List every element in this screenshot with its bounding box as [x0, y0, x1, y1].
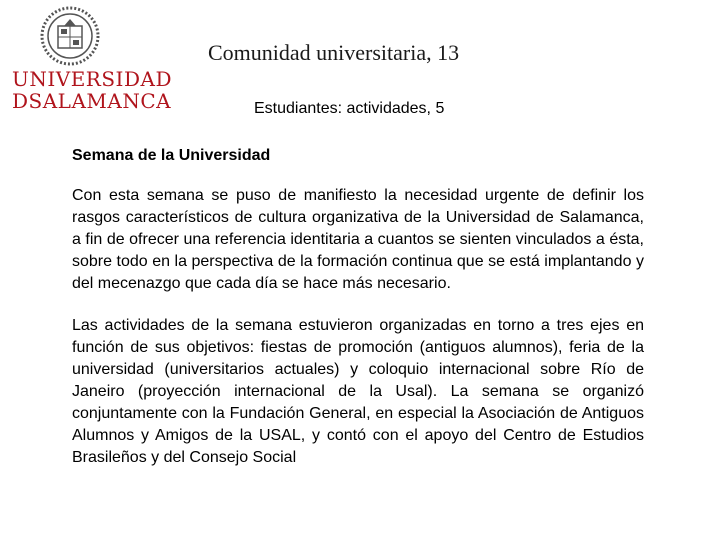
section-heading: Semana de la Universidad [72, 147, 271, 164]
content-body [72, 145, 644, 489]
paragraph-1: Con esta semana se puso de manifiesto la necesidad urgente de definir los rasgos característicos de cultura organizativa de la Universidad de Salamanca, a fin de ofrecer una referencia identitaria a cuantos se sienten vinculados a ésta, sobre todo en la perspectiva de la formación continua que se está implantando y del mecenazgo que cada día se hace más necesario. [72, 187, 644, 292]
page-subtitle: Estudiantes: actividades, 5 [254, 100, 445, 117]
university-seal-icon [40, 6, 100, 66]
logo-line-1: UNIVERSIDAD [12, 67, 172, 91]
paragraph-2: Las actividades de la semana estuvieron organizadas en torno a tres ejes en función de sus objetivos: fiestas de promoción (antiguos alumnos), feria de la universidad (universitarios actuales) y coloquio internacional sobre Río de Janeiro (proyección internacional de la Usal). La semana se organizó conjuntamente con la Fundación General, en especial la Asociación de Antiguos Alumnos y Amigos de la USAL, y contó con el apoyo del Centro de Estudios Brasileños y del Consejo Social [72, 317, 644, 466]
logo-line-2: DSALAMANCA [12, 89, 172, 113]
university-logo [12, 67, 172, 113]
page-title: Comunidad universitaria, 13 [208, 40, 460, 65]
